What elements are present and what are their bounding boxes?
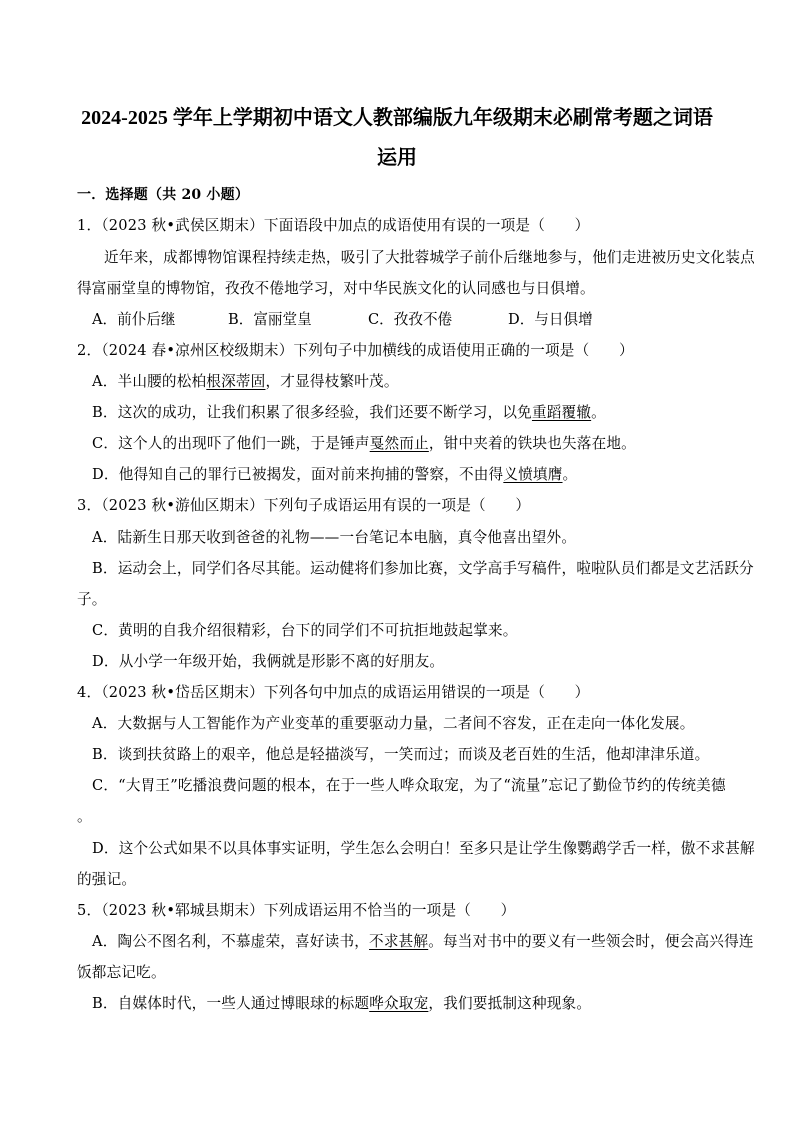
q2-option-b: [92, 402, 752, 424]
q2-option-c: [92, 433, 752, 455]
q1-passage-line-1: 近年来，成都博物馆课程持续走热，吸引了大批蓉城学子前仆后继地参与，他们走进被历史文化装点: [104, 249, 755, 266]
q2-d-text-pre: D．他得知自己的罪行已被揭发，面对前来拘捕的警察，不由得: [92, 466, 504, 483]
q1-option-a: A．前仆后继: [92, 311, 176, 328]
q2-c-text-post: ，钳中夹着的铁块也失落在地。: [428, 435, 636, 452]
q4-stem: 4．（2023 秋•岱岳区期末）下列各句中加点的成语运用错误的一项是（ ）: [77, 684, 590, 701]
q2-a-underlined-idiom: 根深蒂固: [206, 373, 266, 390]
q5-option-b: [92, 993, 752, 1015]
q4-option-b: B．谈到扶贫路上的艰辛，他总是轻描淡写，一笑而过；而谈及老百姓的生活，他却津津乐道。: [92, 746, 710, 763]
q3-option-a: A．陆新生日那天收到爸爸的礼物——一台笔记本电脑，真令他喜出望外。: [92, 529, 577, 546]
q5-option-a-line-2: 饭都忘记吃。: [77, 964, 166, 981]
q3-option-b-line-1: B．运动会上，同学们各尽其能。运动健将们参加比赛，文学高手写稿件，啦啦队员们都是文艺活跃分: [92, 560, 754, 577]
q5-stem: 5．（2023 秋•郓城县期末）下列成语运用不恰当的一项是（ ）: [77, 902, 516, 919]
q2-a-text-post: ，才显得枝繁叶茂。: [265, 373, 399, 390]
q5-b-text-post: ，我们要抵制这种现象。: [428, 995, 592, 1012]
q1-passage-line-2: 得富丽堂皇的博物馆，孜孜不倦地学习，对中华民族文化的认同感也与日俱增。: [77, 280, 595, 297]
q3-option-c: C．黄明的自我介绍很精彩，台下的同学们不可抗拒地鼓起掌来。: [92, 622, 518, 639]
q2-d-underlined-idiom: 义愤填膺: [503, 466, 563, 483]
q1-option-c: C．孜孜不倦: [368, 311, 453, 328]
q1-stem: 1．（2023 秋•武侯区期末）下面语段中加点的成语使用有误的一项是（ ）: [77, 217, 590, 234]
q3-option-b-line-2: 子。: [77, 591, 107, 608]
q3-stem: 3．（2023 秋•游仙区期末）下列句子成语运用有误的一项是（ ）: [77, 497, 531, 514]
q2-c-text-pre: C．这个人的出现吓了他们一跳，于是锤声: [92, 435, 370, 452]
q1-option-b: B．富丽堂皇: [228, 311, 312, 328]
q5-b-underlined-idiom: 哗众取宠: [369, 995, 429, 1012]
q4-option-d-line-1: D．这个公式如果不以具体事实证明，学生怎么会明白！至多只是让学生像鹦鹉学舌一样，傲不求甚解: [92, 840, 755, 857]
q5-b-text-pre: B．自媒体时代，一些人通过博眼球的标题: [92, 995, 370, 1012]
q2-stem: 2．（2024 春•凉州区校级期末）下列句子中加横线的成语使用正确的一项是（ ）: [77, 342, 634, 359]
q5-a-text-pre: A．陶公不图名利，不慕虚荣，喜好读书，: [92, 933, 370, 950]
q2-c-underlined-idiom: 戛然而止: [369, 435, 429, 452]
q2-b-underlined-idiom: 重蹈覆辙: [531, 404, 592, 421]
q3-option-d: D．从小学一年级开始，我俩就是形影不离的好朋友。: [92, 653, 445, 670]
q4-option-c-line-2: 。: [77, 808, 92, 825]
document-title-line-1: 2024-2025 学年上学期初中语文人教部编版九年级期末必刷常考题之词语: [81, 107, 713, 129]
q4-option-d-line-2: 的强记。: [77, 871, 137, 888]
q4-option-a: A．大数据与人工智能作为产业变革的重要驱动力量，二者间不容发，正在走向一体化发展。: [92, 715, 695, 732]
section-heading: 一．选择题（共 20 小题）: [77, 187, 250, 203]
q2-option-d: [92, 464, 752, 486]
document-title-line-2: 运用: [377, 147, 417, 169]
q5-a-text-post: 。每当对书中的要义有一些领会时，便会高兴得连: [428, 933, 754, 950]
q5-a-underlined-idiom: 不求甚解: [369, 933, 429, 950]
q2-d-text-post: 。: [562, 466, 578, 483]
q4-option-c-line-1: C．“大胃王”吃播浪费问题的根本，在于一些人哗众取宠，为了“流量”忘记了勤俭节约的传统美德: [92, 777, 726, 794]
q2-b-text-pre: B．这次的成功，让我们积累了很多经验，我们还要不断学习，以免: [92, 404, 532, 421]
q1-option-d: D．与日俱增: [508, 311, 593, 328]
q2-a-text-pre: A．半山腰的松柏: [92, 373, 207, 390]
q2-option-a: [92, 371, 752, 393]
q5-option-a-line-1: [92, 931, 752, 953]
q2-b-text-post: 。: [591, 404, 606, 421]
